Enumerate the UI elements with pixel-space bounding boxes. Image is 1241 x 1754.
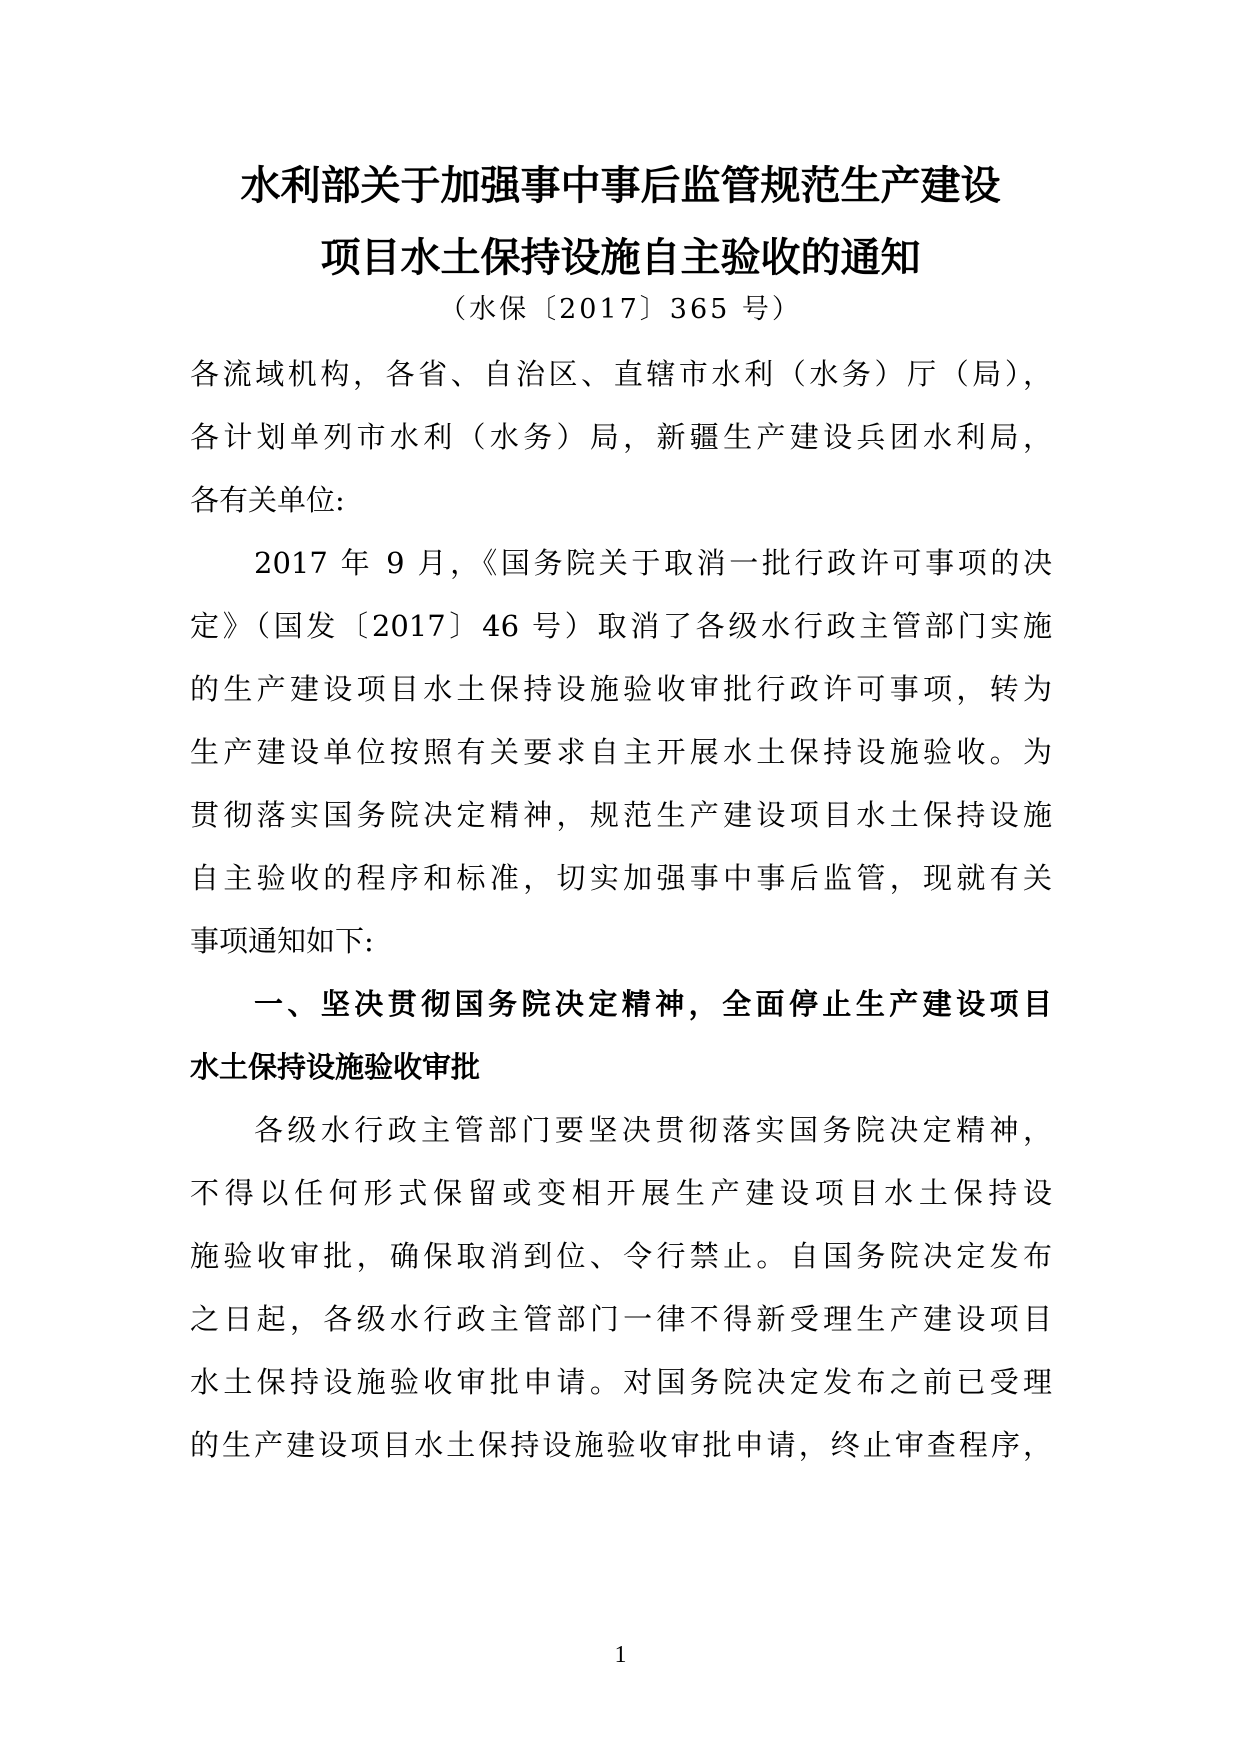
- paragraph-line: 的生产建设项目水土保持设施验收审批行政许可事项，转为: [190, 672, 1052, 706]
- paragraph-line: 2017 年 9 月，《国务院关于取消一批行政许可事项的决: [254, 546, 1052, 580]
- paragraph-line: 自主验收的程序和标准，切实加强事中事后监管，现就有关: [190, 861, 1052, 895]
- paragraph-line: 生产建设单位按照有关要求自主开展水土保持设施验收。为: [190, 735, 1052, 769]
- document-number: （水保〔2017〕365 号）: [439, 294, 802, 325]
- document-title-line-2: 项目水土保持设施自主验收的通知: [320, 235, 921, 281]
- page-number: 1: [614, 1642, 627, 1668]
- paragraph-line: 定》（国发〔2017〕46 号）取消了各级水行政主管部门实施: [190, 609, 1052, 643]
- paragraph-line: 的生产建设项目水土保持设施验收审批申请，终止审查程序，: [190, 1428, 1052, 1462]
- paragraph-line: 事项通知如下:: [190, 924, 374, 958]
- addressee-line: 各流域机构，各省、自治区、直辖市水利（水务）厅（局），: [190, 357, 1052, 391]
- paragraph-line: 施验收审批，确保取消到位、令行禁止。自国务院决定发布: [190, 1239, 1052, 1273]
- section-heading-line: 水土保持设施验收审批: [190, 1050, 481, 1084]
- paragraph-line: 贯彻落实国务院决定精神，规范生产建设项目水土保持设施: [190, 798, 1052, 832]
- document-title-line-1: 水利部关于加强事中事后监管规范生产建设: [240, 163, 1001, 209]
- paragraph-line: 之日起，各级水行政主管部门一律不得新受理生产建设项目: [190, 1302, 1052, 1336]
- paragraph-line: 不得以任何形式保留或变相开展生产建设项目水土保持设: [190, 1176, 1052, 1210]
- section-heading-line: 一、坚决贯彻国务院决定精神，全面停止生产建设项目: [254, 987, 1052, 1021]
- addressee-line: 各计划单列市水利（水务）局，新疆生产建设兵团水利局，: [190, 420, 1052, 454]
- addressee-line: 各有关单位:: [190, 483, 345, 517]
- paragraph-line: 各级水行政主管部门要坚决贯彻落实国务院决定精神，: [254, 1113, 1052, 1147]
- paragraph-line: 水土保持设施验收审批申请。对国务院决定发布之前已受理: [190, 1365, 1052, 1399]
